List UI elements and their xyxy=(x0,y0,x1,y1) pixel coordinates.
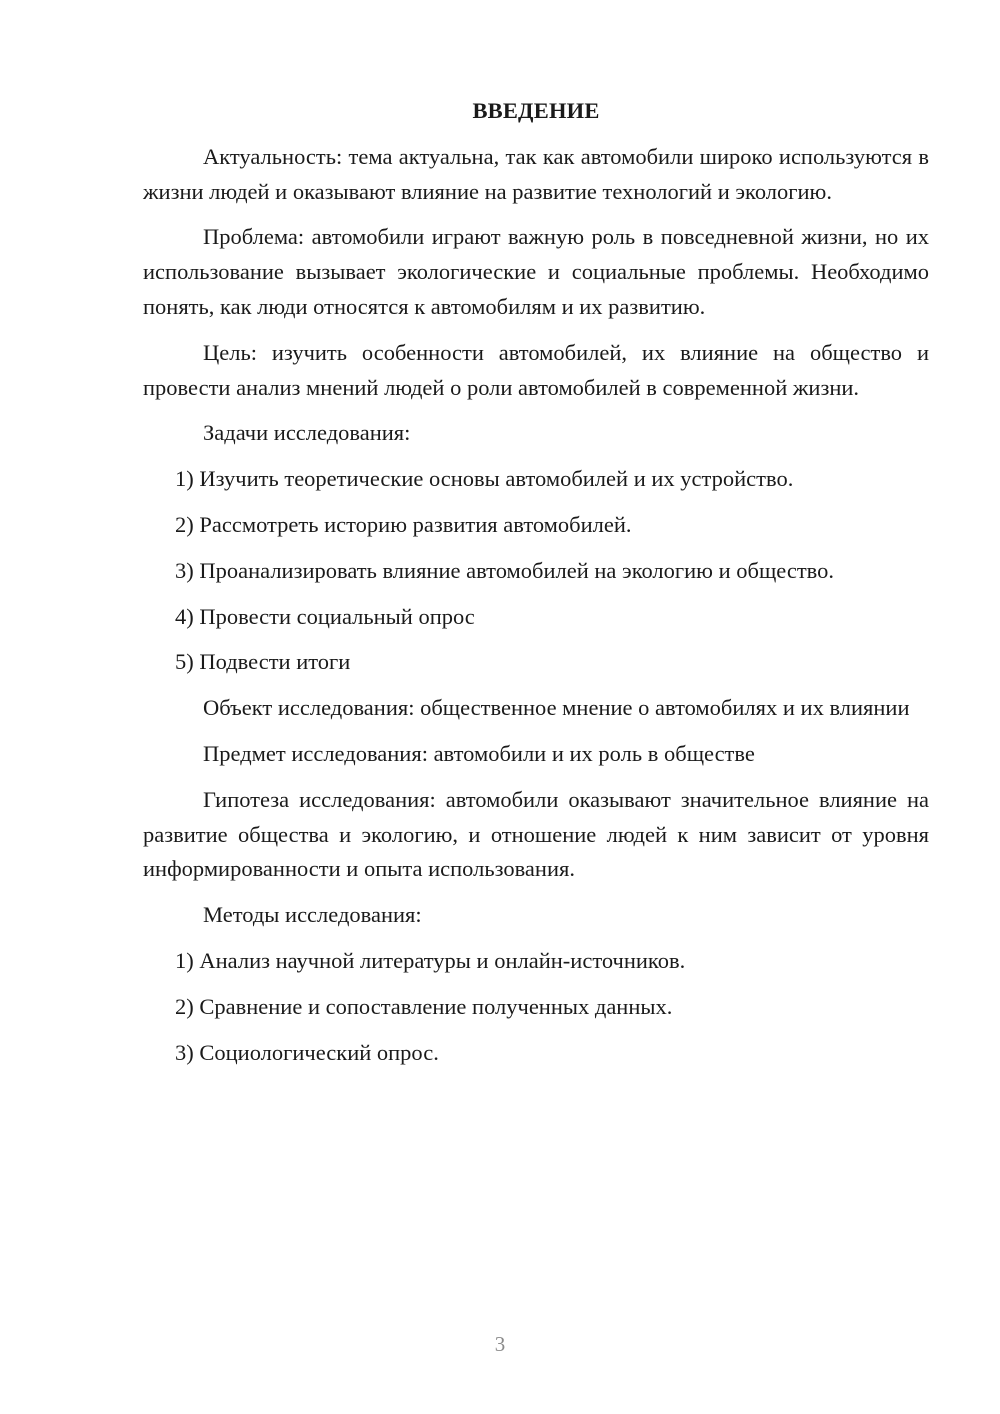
object-paragraph: Объект исследования: общественное мнение о автомобилях и их влиянии xyxy=(203,695,910,721)
problem-paragraph: Проблема: автомобили играют важную роль в повседневной жизни, но их использование вызывает экологические и социальные проблемы. Необходимо понять, как люди относятся к автомобилям и их развитию. xyxy=(143,224,929,319)
subject-paragraph: Предмет исследования: автомобили и их роль в обществе xyxy=(203,740,755,766)
section-title: ВВЕДЕНИЕ xyxy=(472,98,600,123)
tasks-list xyxy=(143,462,929,680)
task-item: 2) Рассмотреть историю развития автомобилей. xyxy=(175,511,632,537)
methods-list xyxy=(143,944,929,1070)
method-item: 1) Анализ научной литературы и онлайн-источников. xyxy=(175,947,686,973)
methods-heading: Методы исследования: xyxy=(203,902,422,928)
task-item: 1) Изучить теоретические основы автомобилей и их устройство. xyxy=(175,466,794,492)
task-item: 3) Проанализировать влияние автомобилей на экологию и общество. xyxy=(175,557,835,583)
method-item: 2) Сравнение и сопоставление полученных данных. xyxy=(175,993,673,1019)
document-body xyxy=(143,94,929,1081)
hypothesis-paragraph: Гипотеза исследования: автомобили оказывают значительное влияние на развитие общества и экологию, и отношение людей к ним зависит от уровня информированности и опыта использования. xyxy=(143,786,929,882)
relevance-paragraph: Актуальность: тема актуальна, так как автомобили широко используются в жизни людей и оказывают влияние на развитие технологий и экологию. xyxy=(143,143,929,204)
tasks-heading: Задачи исследования: xyxy=(203,420,411,446)
goal-paragraph: Цель: изучить особенности автомобилей, их влияние на общество и провести анализ мнений людей о роли автомобилей в современной жизни. xyxy=(143,339,929,400)
task-item: 4) Провести социальный опрос xyxy=(175,603,475,629)
method-item: 3) Социологический опрос. xyxy=(175,1039,439,1065)
page-number: 3 xyxy=(494,1332,506,1356)
task-item: 5) Подвести итоги xyxy=(175,649,351,675)
